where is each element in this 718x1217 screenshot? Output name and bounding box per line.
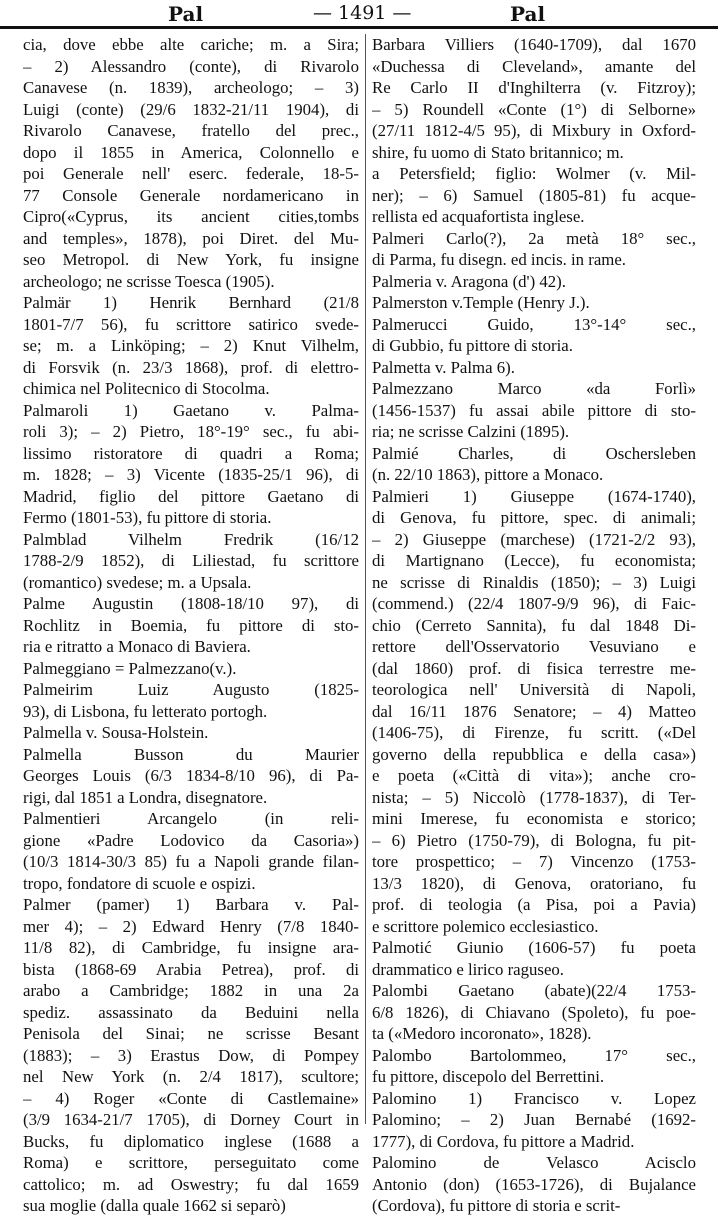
text-line: Cipro(«Cyprus, its ancient cities,tombs: [23, 207, 359, 226]
text-line: Palme Augustin (1808-18/10 97), di: [23, 594, 359, 613]
text-line: nel New York (n. 2/4 1817), scultore;: [23, 1067, 359, 1086]
text-line: cattolico; m. ad Oswestry; fu dal 1659: [23, 1174, 359, 1194]
text-line: ner); – 6) Samuel (1805-81) fu acque-: [372, 185, 696, 205]
text-line: archeologo; ne scrisse Toesca (1905).: [23, 271, 275, 291]
text-line: ria e ritratto a Monaco di Baviera.: [23, 637, 251, 656]
text-line: Rochlitz in Boemia, fu pittore di sto-: [23, 615, 359, 635]
text-line: – 5) Roundell «Conte (1°) di Selborne»: [372, 99, 696, 119]
text-line: Georges Louis (6/3 1834-8/10 96), di Pa-: [23, 766, 359, 785]
text-line: rigi, dal 1851 a Londra, disegnatore.: [23, 787, 268, 807]
text-line: ria; ne scrisse Calzini (1895).: [372, 422, 570, 441]
text-line: Palmella Busson du Maurier: [23, 744, 359, 764]
text-line: dal 16/11 1876 Senatore; – 4) Matteo: [372, 701, 696, 721]
text-line: e scrittore polemico ecclesiastico.: [372, 916, 599, 936]
text-line: (1406-75), di Firenze, fu scritt. («Del: [372, 723, 696, 742]
text-line: – 6) Pietro (1750-79), di Bologna, fu pit-: [372, 830, 696, 850]
text-line: arabo a Cambridge; 1882 in una 2a: [23, 981, 359, 1000]
header-right-guide-word: Pal: [510, 2, 546, 26]
text-line: Palmié Charles, di Oschersleben: [372, 443, 696, 463]
text-line: di Forsvik (n. 23/3 1868), prof. di elettro-: [23, 357, 359, 377]
text-line: di Parma, fu disegn. ed incis. in rame.: [372, 250, 626, 269]
text-line: chimica nel Politecnico di Stocolma.: [23, 379, 270, 398]
text-line: Re Carlo II d'Inghilterra (v. Fitzroy);: [372, 78, 696, 97]
text-line: – 2) Giuseppe (marchese) (1721-2/2 93),: [372, 529, 696, 549]
text-line: Canavese (n. 1839), archeologo; – 3): [23, 78, 359, 97]
text-line: di Gubbio, fu pittore di storia.: [372, 336, 573, 355]
text-line: Roma) e scrittore, perseguitato come: [23, 1153, 359, 1172]
text-line: bista (1868-69 Arabia Petrea), prof. di: [23, 959, 359, 979]
text-line: (n. 22/10 1863), pittore a Monaco.: [372, 465, 604, 484]
text-line: «Duchessa di Cleveland», amante del: [372, 56, 696, 76]
text-line: Fermo (1801-53), fu pittore di storia.: [23, 508, 272, 527]
text-line: nista; – 5) Niccolò (1778-1837), di Ter-: [372, 787, 696, 807]
text-line: mer 4); – 2) Edward Henry (7/8 1840-: [23, 916, 359, 936]
text-line: Palmaroli 1) Gaetano v. Palma-: [23, 400, 359, 420]
text-line: ta («Medoro incoronato», 1828).: [372, 1024, 592, 1043]
text-line: (commend.) (22/4 1807-9/9 96), di Faic-: [372, 594, 696, 613]
text-line: Rivarolo Canavese, fratello del prec.,: [23, 121, 359, 140]
text-line: dopo il 1855 in America, Colonnello e: [23, 142, 359, 162]
text-line: (Cordova), fu pittore di storia e scrit-: [372, 1196, 621, 1215]
text-line: – 2) Alessandro (conte), di Rivarolo: [23, 56, 359, 76]
text-line: Palmeria v. Aragona (d') 42).: [372, 271, 566, 291]
text-line: teorologica nell' Università di Napoli,: [372, 680, 696, 699]
right-column: [372, 34, 696, 1217]
text-line: se; m. a Linköping; – 2) Knut Vilhelm,: [23, 336, 359, 355]
text-line: (1456-1537) fu assai abile pittore di sto-: [372, 400, 696, 420]
text-line: fu pittore, discepolo del Berrettini.: [372, 1067, 605, 1086]
text-line: Penisola del Sinai; ne scrisse Besant: [23, 1024, 359, 1043]
text-line: Palmetta v. Palma 6).: [372, 357, 515, 377]
text-line: gione «Padre Lodovico da Casoria»): [23, 830, 359, 850]
text-line: Bucks, fu diplomatico inglese (1688 a: [23, 1131, 359, 1151]
text-line: rellista ed acquafortista inglese.: [372, 207, 585, 226]
text-line: di Martignano (Lecce), fu economista;: [372, 551, 696, 570]
text-line: rettore dell'Osservatorio Vesuviano e: [372, 637, 696, 656]
page-header: [0, 0, 718, 26]
text-line: Palmeirim Luiz Augusto (1825-: [23, 680, 359, 699]
page-number: — 1491 —: [313, 2, 412, 24]
text-line: Palomino 1) Francisco v. Lopez: [372, 1088, 696, 1108]
text-line: di Genova, fu pittore, spec. di animali;: [372, 508, 696, 527]
text-line: Barbara Villiers (1640-1709), dal 1670: [372, 35, 696, 54]
text-line: Palmella v. Sousa-Holstein.: [23, 723, 209, 742]
text-line: seo Metropol. di New York, fu insigne: [23, 250, 359, 269]
text-line: (romantico) svedese; m. a Upsala.: [23, 572, 252, 592]
text-line: ne scrisse di Rinaldis (1850); – 3) Luigi: [372, 572, 696, 592]
text-line: – 4) Roger «Conte di Castlemaine»: [23, 1088, 359, 1108]
text-line: Palmerucci Guido, 13°-14° sec.,: [372, 314, 696, 334]
text-line: Palomino de Velasco Acisclo: [372, 1153, 696, 1172]
text-line: lissimo ristoratore di quadri a Roma;: [23, 443, 359, 463]
text-line: governo della repubblica e della casa»): [372, 744, 696, 764]
text-line: 1777), di Cordova, fu pittore a Madrid.: [372, 1131, 635, 1151]
text-line: Palmezzano Marco «da Forlì»: [372, 379, 696, 398]
text-line: drammatico e lirico raguseo.: [372, 959, 564, 979]
text-line: cia, dove ebbe alte cariche; m. a Sira;: [23, 35, 359, 54]
text-line: 77 Console Generale nordamericano in: [23, 185, 359, 205]
text-line: (dal 1860) prof. di fisica terrestre me-: [372, 658, 696, 678]
text-line: (3/9 1634-21/7 1705), di Dorney Court in: [23, 1110, 359, 1129]
left-column: [23, 34, 359, 1217]
text-line: Antonio (don) (1653-1726), di Bujalance: [372, 1174, 696, 1194]
text-line: Palmieri 1) Giuseppe (1674-1740),: [372, 486, 696, 506]
text-line: Palmerston v.Temple (Henry J.).: [372, 293, 590, 312]
text-line: and temples», 1878), poi Diret. del Mu-: [23, 228, 359, 248]
text-line: Palmblad Vilhelm Fredrik (16/12: [23, 529, 359, 549]
text-line: tropo, fondatore di scuole e ospizi.: [23, 873, 256, 893]
text-line: tore prospettico; – 7) Vincenzo (1753-: [372, 852, 696, 871]
text-line: 11/8 82), di Cambridge, fu insigne ara-: [23, 938, 359, 957]
text-line: a Petersfield; figlio: Wolmer (v. Mil-: [372, 164, 696, 183]
text-line: prof. di teologia (a Pisa, poi a Pavia): [372, 895, 696, 914]
text-line: mini Imerese, fu economista e storico;: [372, 809, 696, 828]
text-line: sua moglie (dalla quale 1662 si separò): [23, 1196, 286, 1215]
text-line: poi Generale nell' eserc. federale, 18-5-: [23, 164, 359, 183]
text-line: 1788-2/9 1852), di Liliestad, fu scrittore: [23, 551, 359, 570]
text-line: 13/3 1820), di Genova, oratoriano, fu: [372, 873, 696, 893]
text-line: Palmentieri Arcangelo (in reli-: [23, 809, 359, 828]
text-line: Luigi (conte) (29/6 1832-21/11 1904), di: [23, 99, 359, 119]
text-line: e poeta («Città di vita»); anche cro-: [372, 766, 696, 785]
text-line: shire, fu uomo di Stato britannico; m.: [372, 142, 624, 162]
header-left-guide-word: Pal: [168, 2, 204, 26]
text-line: Palmeri Carlo(?), 2a metà 18° sec.,: [372, 228, 696, 248]
header-rule: [0, 26, 718, 29]
text-line: (1883); – 3) Erastus Dow, di Pompey: [23, 1045, 359, 1065]
text-line: Palmer (pamer) 1) Barbara v. Pal-: [23, 895, 359, 914]
text-line: roli 3); – 2) Pietro, 18°-19° sec., fu abi-: [23, 422, 359, 441]
text-line: Madrid, figlio del pittore Gaetano di: [23, 486, 359, 506]
text-line: chio (Cerreto Sannita), fu dal 1848 Di-: [372, 615, 696, 635]
text-line: m. 1828; – 3) Vicente (1835-25/1 96), di: [23, 465, 359, 484]
text-line: 6/8 1826), di Chiavano (Spoleto), fu poe-: [372, 1002, 696, 1022]
text-line: spediz. assassinato da Beduini nella: [23, 1002, 359, 1022]
text-line: Palmeggiano = Palmezzano(v.).: [23, 658, 237, 678]
text-line: (10/3 1814-30/3 85) fu a Napoli grande filan-: [23, 852, 359, 871]
text-line: (27/11 1812-4/5 95), di Mixbury in Oxford-: [372, 121, 696, 140]
text-line: Palmotić Giunio (1606-57) fu poeta: [372, 938, 696, 957]
column-separator: [365, 34, 366, 1124]
text-line: Palomino; – 2) Juan Bernabé (1692-: [372, 1110, 696, 1129]
text-line: Palombo Bartolommeo, 17° sec.,: [372, 1045, 696, 1065]
text-line: 93), di Lisbona, fu letterato portogh.: [23, 701, 268, 721]
text-line: 1801-7/7 56), fu scrittore satirico svede-: [23, 314, 359, 334]
text-line: Palmär 1) Henrik Bernhard (21/8: [23, 293, 359, 312]
text-line: Palombi Gaetano (abate)(22/4 1753-: [372, 981, 696, 1000]
